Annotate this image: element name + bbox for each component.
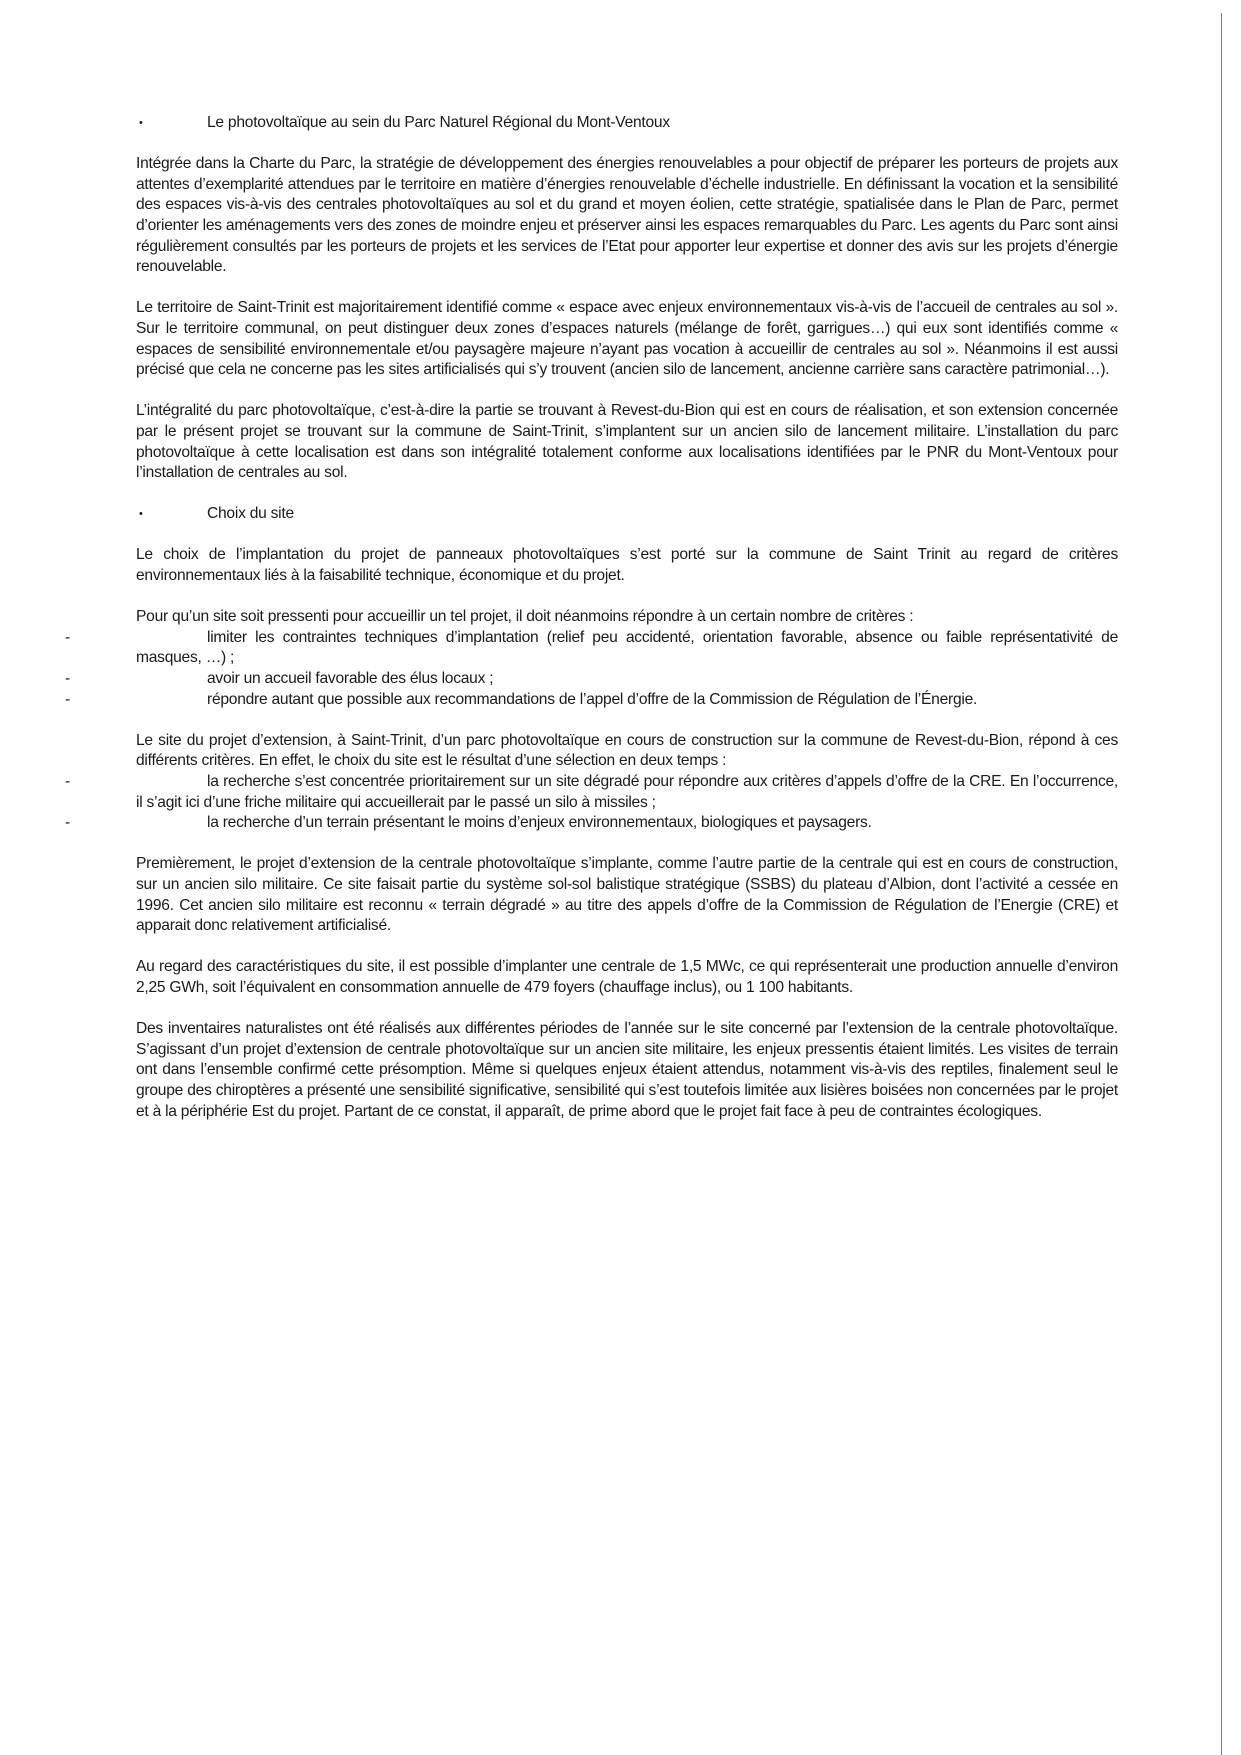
list-item-text: la recherche d’un terrain présentant le moins d’enjeux environnementaux, biologiques et paysagers. bbox=[207, 814, 872, 832]
list-item bbox=[65, 628, 1118, 669]
dash-bullet-icon: - bbox=[65, 628, 70, 646]
criteria-list bbox=[65, 607, 1118, 710]
section-heading-text: Choix du site bbox=[207, 505, 294, 523]
selection-intro: Le site du projet d’extension, à Saint-Trinit, d’un parc photovoltaïque en cours de construction sur la commune de Revest-du-Bion, répond à ces différents critères. En effet, le choix du site est le résultat d’une sélection en deux temps : bbox=[136, 731, 1118, 770]
section-heading-pnr bbox=[136, 113, 1118, 134]
bullet-icon: • bbox=[139, 117, 143, 129]
dash-bullet-icon: - bbox=[65, 690, 70, 708]
dash-bullet-icon: - bbox=[65, 814, 70, 832]
list-item-text: la recherche s’est concentrée prioritairement sur un site dégradé pour répondre aux critères d’appels d’offre de la CRE. En l’occurrence, il s’agit ici d’une friche militaire qui accueillerait par le passé un silo à missiles ; bbox=[136, 773, 1118, 811]
paragraph: L’intégralité du parc photovoltaïque, c’est-à-dire la partie se trouvant à Revest-du-Bion qui est en cours de réalisation, et son extension concernée par le présent projet se trouvant sur la commune de Saint-Trinit, s’implantent sur un ancien silo de lancement militaire. L’installation du parc photovoltaïque à cette localisation est dans son intégralité totalement conforme aux localisations identifiées par le PNR du Mont-Ventoux pour l’installation de centrales au sol. bbox=[136, 402, 1118, 482]
paragraph: Des inventaires naturalistes ont été réalisés aux différentes périodes de l’année sur le site concerné par l’extension de la centrale photovoltaïque. S’agissant d’un projet d’extension de centrale photovoltaïque sur un ancien site militaire, les enjeux pressentis étaient limités. Les visites de terrain ont dans l’ensemble confirmé cette présomption. Même si quelques enjeux étaient attendus, notamment vis-à-vis des reptiles, finalement seul le groupe des chiroptères a présenté une sensibilité significative, sensibilité qui s’est toutefois limitée aux lisières boisées non concernées par le projet et à la périphérie Est du projet. Partant de ce constat, il apparaît, de prime abord que le projet fait face à peu de contraintes écologiques. bbox=[136, 1020, 1118, 1120]
list-item-text: limiter les contraintes techniques d’implantation (relief peu accidenté, orientation favorable, absence ou faible représentativité de masques, …) ; bbox=[136, 628, 1118, 667]
list-item-text: répondre autant que possible aux recommandations de l’appel d’offre de la Commission de Régulation de l’Énergie. bbox=[207, 690, 978, 708]
list-item-text: avoir un accueil favorable des élus locaux ; bbox=[207, 670, 494, 688]
paragraph: Premièrement, le projet d’extension de la centrale photovoltaïque s’implante, comme l’autre partie de la centrale qui est en cours de construction, sur un ancien silo militaire. Ce site faisait partie du système sol-sol balistique stratégique (SSBS) du plateau d’Albion, dont l’activité a cessée en 1996. Cet ancien silo militaire est reconnu « terrain dégradé » au titre des appels d’offre de la Commission de Régulation de l’Energie (CRE) et apparait donc relativement artificialisé. bbox=[136, 855, 1118, 935]
paragraph: Le choix de l’implantation du projet de panneaux photovoltaïques s’est porté sur la commune de Saint Trinit au regard de critères environnementaux liés à la faisabilité technique, économique et du projet. bbox=[136, 546, 1118, 585]
list-item bbox=[65, 669, 1118, 690]
section-heading-text: Le photovoltaïque au sein du Parc Naturel Régional du Mont-Ventoux bbox=[207, 114, 670, 131]
section-heading-choix-du-site bbox=[136, 504, 1118, 525]
list-item bbox=[65, 690, 1118, 711]
paragraph: Au regard des caractéristiques du site, il est possible d’implanter une centrale de 1,5 MWc, ce qui représenterait une production annuelle d’environ 2,25 GWh, soit l’équivalent en consommation annuelle de 479 foyers (chauffage inclus), ou 1 100 habitants. bbox=[136, 958, 1118, 996]
list-item bbox=[65, 813, 1118, 834]
dash-bullet-icon: - bbox=[65, 670, 70, 688]
page-edge-line bbox=[1221, 13, 1222, 1755]
document-body bbox=[65, 113, 1118, 1143]
criteria-intro: Pour qu’un site soit pressenti pour accueillir un tel projet, il doit néanmoins répondre à un certain nombre de critères : bbox=[136, 608, 914, 626]
dash-bullet-icon: - bbox=[65, 773, 70, 790]
list-item bbox=[65, 772, 1118, 813]
selection-list bbox=[65, 731, 1118, 834]
bullet-icon: • bbox=[139, 508, 143, 521]
paragraph: Le territoire de Saint-Trinit est majoritairement identifié comme « espace avec enjeux environnementaux vis-à-vis de l’accueil de centrales au sol ». Sur le territoire communal, on peut distinguer deux zones d’espaces naturels (mélange de forêt, garrigues…) qui eux sont identifiés comme « espaces de sensibilité environnementale et/ou paysagère majeure n’ayant pas vocation à accueillir de centrales au sol ». Néanmoins il est aussi précisé que cela ne concerne pas les sites artificialisés qui s’y trouvent (ancien silo de lancement, ancienne carrière sans caractère patrimonial…). bbox=[136, 299, 1118, 379]
paragraph: Intégrée dans la Charte du Parc, la stratégie de développement des énergies renouvelables a pour objectif de préparer les porteurs de projets aux attentes d’exemplarité attendues par le territoire en matière d’énergies renouvelable d’échelle industrielle. En définissant la vocation et la sensibilité des espaces vis-à-vis des centrales photovoltaïques au sol et du grand et moyen éolien, cette stratégie, spatialisée dans le Plan de Parc, permet d’orienter les aménagements vers des zones de moindre enjeu et préserver ainsi les espaces remarquables du Parc. Les agents du Parc sont ainsi régulièrement consultés par les porteurs de projets et les services de l’Etat pour apporter leur expertise et donner des avis sur les projets d’énergie renouvelable. bbox=[136, 155, 1118, 276]
